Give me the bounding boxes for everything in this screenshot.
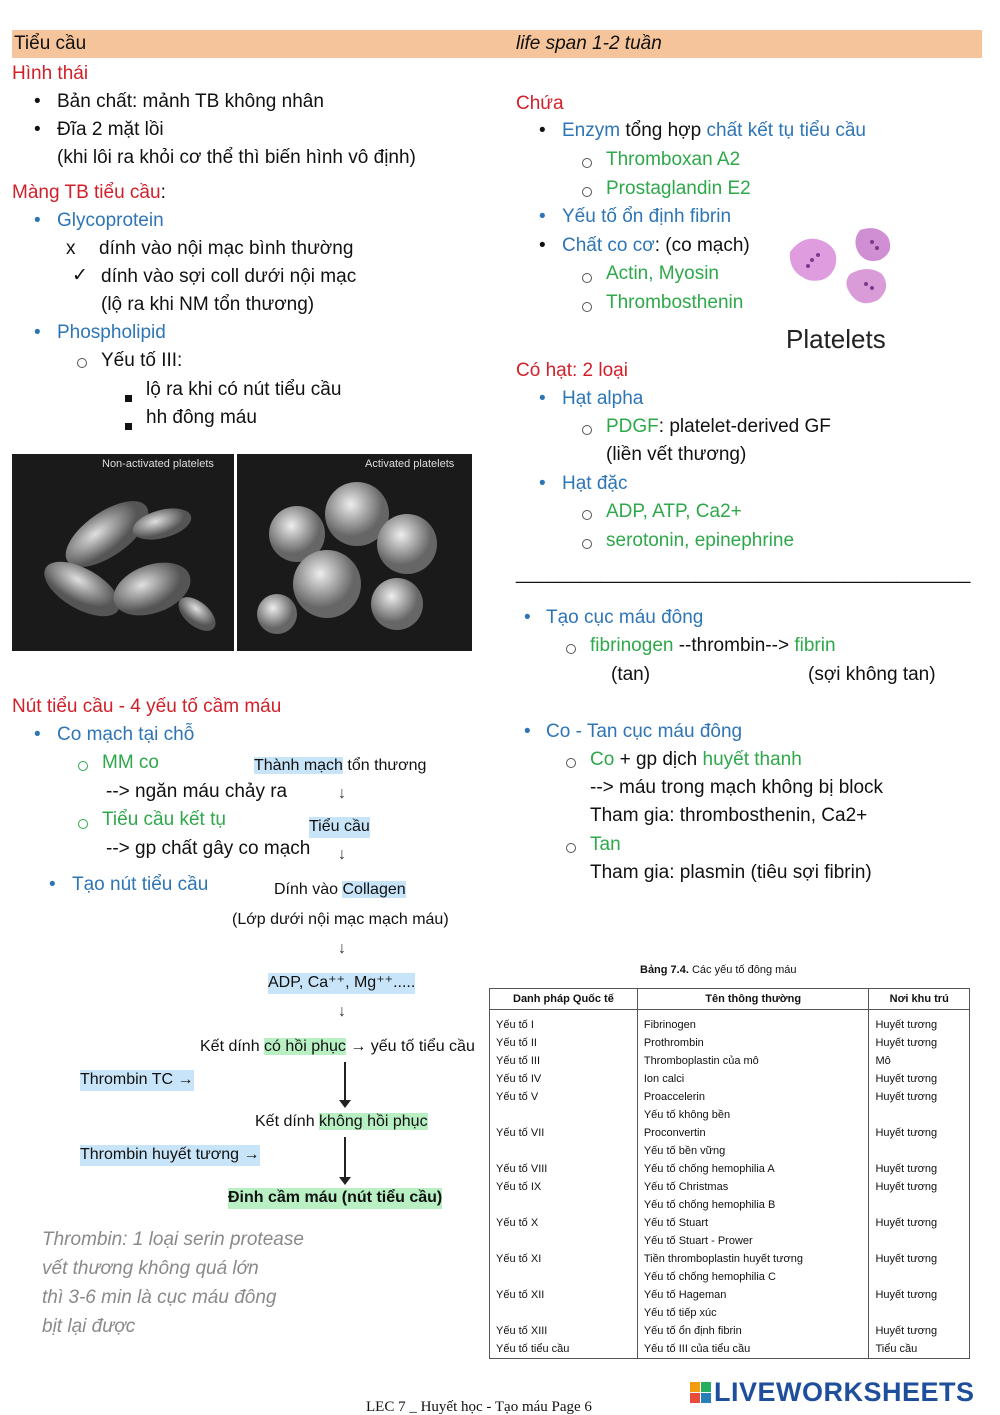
page-footer: LEC 7 _ Huyết học - Tạo máu Page 6: [366, 1399, 592, 1415]
ket-tu-label: Tiểu cầu kết tụ: [102, 809, 226, 830]
square-bullet-icon: [125, 414, 132, 437]
fibrin-stabilizer-label: Yếu tố ổn định fibrin: [562, 206, 732, 227]
table-cell: Yếu tố V: [490, 1088, 638, 1124]
tan-label: Tan: [590, 834, 621, 855]
enzym-end: chất kết tụ tiểu cầu: [706, 120, 866, 141]
hinh-thai-item: (khi lôi ra khỏi cơ thể thì biến hình vô định): [57, 147, 416, 168]
table-row: [490, 1250, 970, 1286]
fibrin-label: fibrin: [794, 635, 836, 656]
bullet-dot: •: [34, 119, 41, 140]
hinh-thai-item: Bản chất: mảnh TB không nhân: [57, 91, 324, 112]
factor3-item: hh đông máu: [146, 407, 257, 428]
bullet-dot: •: [539, 206, 546, 227]
table-row: [490, 1286, 970, 1322]
bullet-dot: •: [539, 120, 546, 141]
circle-bullet-icon: [78, 813, 88, 836]
down-arrow-icon: ↓: [338, 940, 346, 957]
flow-step-collagen: Dính vào Collagen: [274, 881, 406, 898]
pdgf-label: PDGF: [606, 416, 659, 437]
table-cell: Yếu tố IV: [490, 1070, 638, 1088]
coco-label: Chất co cơ: [562, 235, 655, 256]
khong-tan-note: (sợi không tan): [808, 664, 936, 685]
flow-step-lop-duoi: (Lớp dưới nội mạc mạch máu): [232, 911, 449, 928]
glycoprotein-label: Glycoprotein: [57, 210, 164, 231]
flow-thrombin-tc: Thrombin TC →: [80, 1070, 194, 1091]
thrombin-note-line: bịt lại được: [42, 1316, 136, 1337]
huyet-thanh-label: huyết thanh: [702, 749, 802, 770]
table-cell: Yếu tố tiểu cầu: [490, 1340, 638, 1359]
table-header-row: [490, 989, 970, 1010]
table-row: [490, 1034, 970, 1052]
bullet-dot: •: [539, 235, 546, 256]
platelets-label: Platelets: [786, 324, 886, 354]
bullet-dot: •: [34, 724, 41, 745]
tan-line: Tham gia: plasmin (tiêu sợi fibrin): [590, 862, 872, 883]
down-arrow-icon: ↓: [338, 1003, 346, 1020]
thrombin-note-line: vết thương không quá lớn: [42, 1258, 259, 1279]
hinh-thai-item: Đĩa 2 mặt lồi: [57, 119, 164, 140]
co-label: Co: [590, 749, 615, 770]
table-cell: Yếu tố II: [490, 1034, 638, 1052]
logo-icon: [690, 1382, 711, 1403]
nut-title: Nút tiểu cầu - 4 yếu tố cầm máu: [12, 696, 282, 717]
header-bar: [12, 30, 982, 58]
hinh-thai-title: Hình thái: [12, 63, 89, 84]
table-cell: Yếu tố III của tiểu cầu: [637, 1340, 869, 1359]
arrow-head-icon: [339, 1177, 351, 1185]
table-row: [490, 1178, 970, 1214]
table-cell: Tiền thromboplastin huyết tương Yếu tố chống hemophilia C: [637, 1250, 869, 1286]
bullet-dot: •: [34, 91, 41, 112]
chua-title: Chứa: [516, 93, 564, 114]
mang-title-line: [12, 182, 166, 205]
circle-bullet-icon: [566, 752, 576, 775]
thrombin-note-line: thì 3-6 min là cục máu đông: [42, 1287, 277, 1308]
flow-step-dinh-cam-mau: Đinh cầm máu (nút tiểu cầu): [228, 1188, 442, 1209]
table-cell: Yếu tố XIII: [490, 1322, 638, 1340]
coco-rest: : (co mạch): [654, 235, 750, 256]
glyco-check-text: dính vào sợi coll dưới nội mạc: [101, 266, 357, 287]
serotonin-label: serotonin, epinephrine: [606, 530, 795, 551]
table-cell: Huyết tương: [869, 1010, 970, 1035]
table-row: [490, 1214, 970, 1250]
table-cell: Huyết tương: [869, 1088, 970, 1124]
bullet-dot: •: [34, 322, 41, 343]
ket-tu-note: --> gp chất gây co mạch: [106, 838, 311, 859]
pdgf-note: (liền vết thương): [606, 444, 747, 465]
co-line: [590, 749, 802, 772]
logo-text: LIVEWORKSHEETS: [714, 1377, 975, 1407]
life-span-label: life span 1-2 tuần: [516, 33, 662, 54]
non-activated-platelets-image: [12, 454, 234, 651]
table-header-cell: Nơi khu trú: [869, 989, 970, 1010]
circle-bullet-icon: [582, 419, 592, 442]
bullet-dot: •: [49, 874, 56, 895]
bullet-dot: •: [34, 210, 41, 231]
table-cell: Yếu tố chống hemophilia A: [637, 1160, 869, 1178]
photo-label: Non-activated platelets: [102, 458, 214, 470]
checkmark-icon: ✓: [72, 265, 88, 286]
co-mach-label: Co mạch tại chỗ: [57, 724, 195, 745]
table-cell: Huyết tương: [869, 1160, 970, 1178]
table-cell: Huyết tương: [869, 1070, 970, 1088]
tan-note: (tan): [611, 664, 651, 685]
enzym-mid: tổng hợp: [620, 120, 707, 141]
down-arrow-icon: ↓: [338, 846, 346, 863]
circle-bullet-icon: [582, 267, 592, 290]
mm-co-note: --> ngăn máu chảy ra: [106, 781, 288, 802]
co-line3: Tham gia: thrombosthenin, Ca2+: [590, 805, 868, 826]
enzym-line: [562, 120, 866, 143]
circle-bullet-icon: [582, 533, 592, 556]
circle-bullet-icon: [566, 638, 576, 661]
hat-dac-label: Hạt đặc: [562, 473, 628, 494]
table-cell: Thromboplastin của mô: [637, 1052, 869, 1070]
fibrinogen-label: fibrinogen: [590, 635, 674, 656]
table-cell: Yếu tố Hageman Yếu tố tiếp xúc: [637, 1286, 869, 1322]
thrombin-note-line: Thrombin: 1 loại serin protease: [42, 1229, 304, 1250]
table-cell: Huyết tương: [869, 1286, 970, 1322]
cohat-title: Có hạt: 2 loại: [516, 360, 628, 381]
table-cell: Yếu tố VII: [490, 1124, 638, 1160]
table-cell: Yếu tố IX: [490, 1178, 638, 1214]
table-cell: Yếu tố ổn định fibrin: [637, 1322, 869, 1340]
table-row: [490, 1160, 970, 1178]
flow-step-adp: ADP, Ca⁺⁺, Mg⁺⁺.....: [268, 973, 415, 994]
divider-line: ___________________________________________: [516, 563, 971, 584]
table-cell: Proconvertin Yếu tố bền vững: [637, 1124, 869, 1160]
flow-connector: [344, 1137, 346, 1179]
table-body: [490, 1010, 970, 1359]
circle-bullet-icon: [582, 504, 592, 527]
prostaglandin-label: Prostaglandin E2: [606, 178, 751, 199]
table-header-cell: Danh pháp Quốc tế: [490, 989, 638, 1010]
coco-line: [562, 235, 750, 258]
platelets-illustration: [780, 222, 900, 312]
flow-step-ket-dinh-hoi-phuc: Kết dính có hồi phục → yếu tố tiểu cầu: [200, 1038, 475, 1055]
flow-thrombin-huyet-tuong: Thrombin huyết tương →: [80, 1145, 260, 1166]
table-row: [490, 1010, 970, 1035]
pdgf-rest: : platelet-derived GF: [658, 416, 831, 437]
phospholipid-label: Phospholipid: [57, 322, 166, 343]
table-cell: Yếu tố XII: [490, 1286, 638, 1322]
factor3-label: Yếu tố III:: [101, 350, 183, 371]
circle-bullet-icon: [566, 837, 576, 860]
photo-label: Activated platelets: [365, 458, 455, 470]
tao-nut-label: Tạo nút tiểu cầu: [72, 874, 209, 895]
glyco-x-text: dính vào nội mạc bình thường: [99, 238, 354, 259]
table-cell: Huyết tương: [869, 1178, 970, 1214]
circle-bullet-icon: [582, 152, 592, 175]
coagulation-factors-table: [489, 988, 970, 1359]
table-cell: Yếu tố X: [490, 1214, 638, 1250]
table-row: [490, 1070, 970, 1088]
table-cell: Tiểu cầu: [869, 1340, 970, 1359]
table-cell: Huyết tương: [869, 1034, 970, 1052]
table-cell: Yếu tố VIII: [490, 1160, 638, 1178]
adp-label: ADP, ATP, Ca2+: [606, 501, 742, 522]
co-line2: --> máu trong mạch không bị block: [590, 777, 884, 798]
thrombosthenin-label: Thrombosthenin: [606, 292, 744, 313]
activated-platelets-drawing: [237, 454, 472, 651]
circle-bullet-icon: [582, 181, 592, 204]
bullet-dot: •: [524, 721, 531, 742]
circle-bullet-icon: [582, 296, 592, 319]
flow-step-khong-hoi-phuc: Kết dính không hồi phục: [255, 1113, 428, 1130]
mang-title: Màng TB tiểu cầu: [12, 182, 161, 203]
co-tan-title: Co - Tan cục máu đông: [546, 721, 743, 742]
table-cell: Ion calci: [637, 1070, 869, 1088]
factor3-item: lộ ra khi có nút tiểu cầu: [146, 379, 342, 400]
section-title-tieu-cau: Tiểu cầu: [14, 33, 87, 54]
table-cell: Yếu tố XI: [490, 1250, 638, 1286]
glyco-check-note: (lộ ra khi NM tổn thương): [101, 294, 315, 315]
table-cell: Huyết tương: [869, 1322, 970, 1340]
table-header-cell: Tên thông thường: [637, 989, 869, 1010]
table-row: [490, 1124, 970, 1160]
circle-bullet-icon: [78, 755, 88, 778]
table-cell: Fibrinogen: [637, 1010, 869, 1035]
hat-alpha-label: Hạt alpha: [562, 388, 644, 409]
table-cell: Yếu tố Stuart Yếu tố Stuart - Prower: [637, 1214, 869, 1250]
mang-colon: :: [160, 182, 166, 203]
liveworksheets-logo: [690, 1377, 975, 1408]
arrow-head-icon: [339, 1100, 351, 1108]
bullet-dot: •: [539, 473, 546, 494]
table-cell: Yếu tố III: [490, 1052, 638, 1070]
table-cell: Huyết tương: [869, 1250, 970, 1286]
flow-connector: [344, 1062, 346, 1102]
table-row: [490, 1088, 970, 1124]
thrombin-arrow-text: --thrombin-->: [673, 635, 795, 656]
table-cell: Huyết tương: [869, 1214, 970, 1250]
fibrinogen-line: [590, 635, 836, 658]
table-row: [490, 1340, 970, 1359]
actin-label: Actin, Myosin: [606, 263, 719, 284]
activated-platelets-image: [237, 454, 472, 651]
bullet-dot: •: [524, 607, 531, 628]
square-bullet-icon: [125, 386, 132, 409]
table-cell: Yếu tố Christmas Yếu tố chống hemophilia B: [637, 1178, 869, 1214]
circle-bullet-icon: [77, 352, 87, 375]
bullet-dot: •: [539, 388, 546, 409]
x-mark-icon: x: [66, 238, 76, 259]
table-caption: Bảng 7.4. Các yếu tố đông máu: [640, 964, 797, 976]
table-cell: Mô: [869, 1052, 970, 1070]
enzym-label: Enzym: [562, 120, 621, 141]
table-row: [490, 1052, 970, 1070]
table-cell: Yếu tố I: [490, 1010, 638, 1035]
co-mid: + gp dịch: [614, 749, 703, 770]
tao-cuc-title: Tạo cục máu đông: [546, 607, 704, 628]
non-activated-platelets-drawing: [12, 454, 234, 651]
mm-co-label: MM co: [102, 752, 159, 773]
flow-step-thanh-mach: Thành mạch tổn thương: [254, 757, 427, 774]
table-cell: Prothrombin: [637, 1034, 869, 1052]
down-arrow-icon: ↓: [338, 785, 346, 802]
table-cell: Proaccelerin Yếu tố không bền: [637, 1088, 869, 1124]
table-cell: Huyết tương: [869, 1124, 970, 1160]
flow-step-tieu-cau: Tiểu cầu: [309, 817, 370, 838]
pdgf-line: [606, 416, 831, 439]
thromboxan-label: Thromboxan A2: [606, 149, 741, 170]
table-row: [490, 1322, 970, 1340]
